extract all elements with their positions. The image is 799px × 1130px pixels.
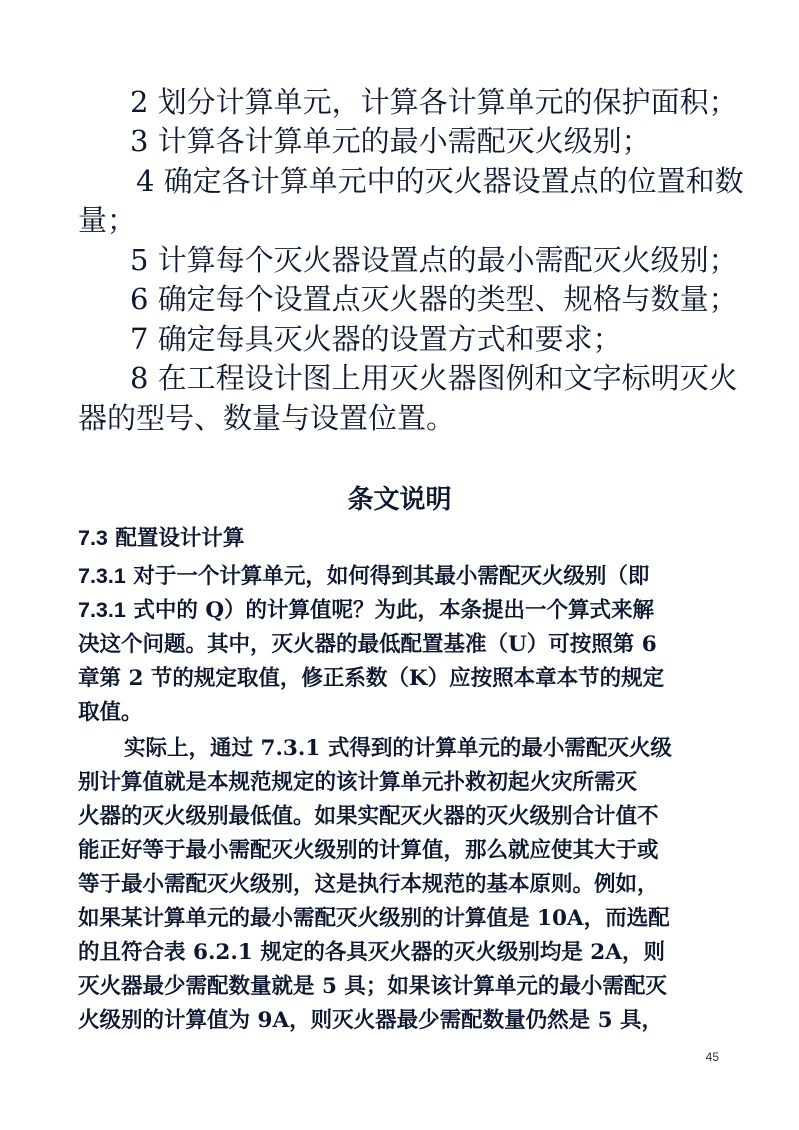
explanation-paragraph-line: 别计算值就是本规范规定的该计算单元扑救初起火灾所需灭	[78, 770, 638, 795]
clause-text: 对于一个计算单元，如何得到其最小需配灭火级别（即	[133, 564, 650, 589]
list-item-4: 4 确定各计算单元中的灭火器设置点的位置和数	[136, 164, 744, 198]
clause-number: 7.3.1	[78, 564, 126, 588]
section-number: 7.3	[78, 526, 108, 550]
explanation-paragraph-line: 实际上，通过 7.3.1 式得到的计算单元的最小需配灭火级	[124, 736, 672, 761]
clause-paragraph-line: 章第 2 节的规定取值，修正系数（K）应按照本章本节的规定	[78, 666, 665, 691]
list-item-4-continued: 量；	[78, 203, 137, 237]
explanation-paragraph-line: 火器的灭火级别最低值。如果实配灭火器的灭火级别合计值不	[78, 804, 659, 829]
explanation-paragraph-line: 等于最小需配灭火级别，这是执行本规范的基本原则。例如，	[78, 872, 659, 897]
list-item-8: 8 在工程设计图上用灭火器图例和文字标明灭火	[130, 361, 738, 395]
list-item-7: 7 确定每具灭火器的设置方式和要求；	[130, 322, 622, 356]
explanation-heading: 条文说明	[347, 485, 452, 515]
clause-paragraph-line	[78, 600, 654, 622]
page-number: 45	[705, 1050, 719, 1064]
list-item-6: 6 确定每个设置点灭火器的类型、规格与数量；	[130, 282, 738, 316]
section-title: 配置设计计算	[115, 526, 245, 551]
clause-paragraph-line	[78, 566, 649, 588]
explanation-paragraph-line: 如果某计算单元的最小需配灭火级别的计算值是 10A，而选配	[78, 906, 670, 931]
clause-paragraph-line: 决这个问题。其中，灭火器的最低配置基准（U）可按照第 6	[78, 632, 657, 657]
clause-paragraph-line: 取值。	[78, 700, 143, 725]
explanation-paragraph-line: 的且符合表 6.2.1 规定的各具灭火器的灭火级别均是 2A，则	[78, 940, 665, 965]
list-item-8-continued: 器的型号、数量与设置位置。	[78, 401, 456, 435]
section-heading	[78, 528, 244, 550]
explanation-paragraph-line: 能正好等于最小需配灭火级别的计算值，那么就应使其大于或	[78, 838, 659, 863]
explanation-paragraph-line: 灭火器最少需配数量就是 5 具；如果该计算单元的最小需配灭	[78, 974, 667, 999]
list-item-5: 5 计算每个灭火器设置点的最小需配灭火级别；	[130, 243, 738, 277]
clause-text: 式中的 Q）的计算值呢？为此，本条提出一个算式来解	[133, 598, 655, 623]
list-item-3: 3 计算各计算单元的最小需配灭火级别；	[130, 124, 651, 158]
explanation-paragraph-line: 火级别的计算值为 9A，则灭火器最少需配数量仍然是 5 具，	[78, 1008, 664, 1033]
clause-reference: 7.3.1	[78, 598, 126, 622]
list-item-2: 2 划分计算单元，计算各计算单元的保护面积；	[130, 85, 738, 119]
